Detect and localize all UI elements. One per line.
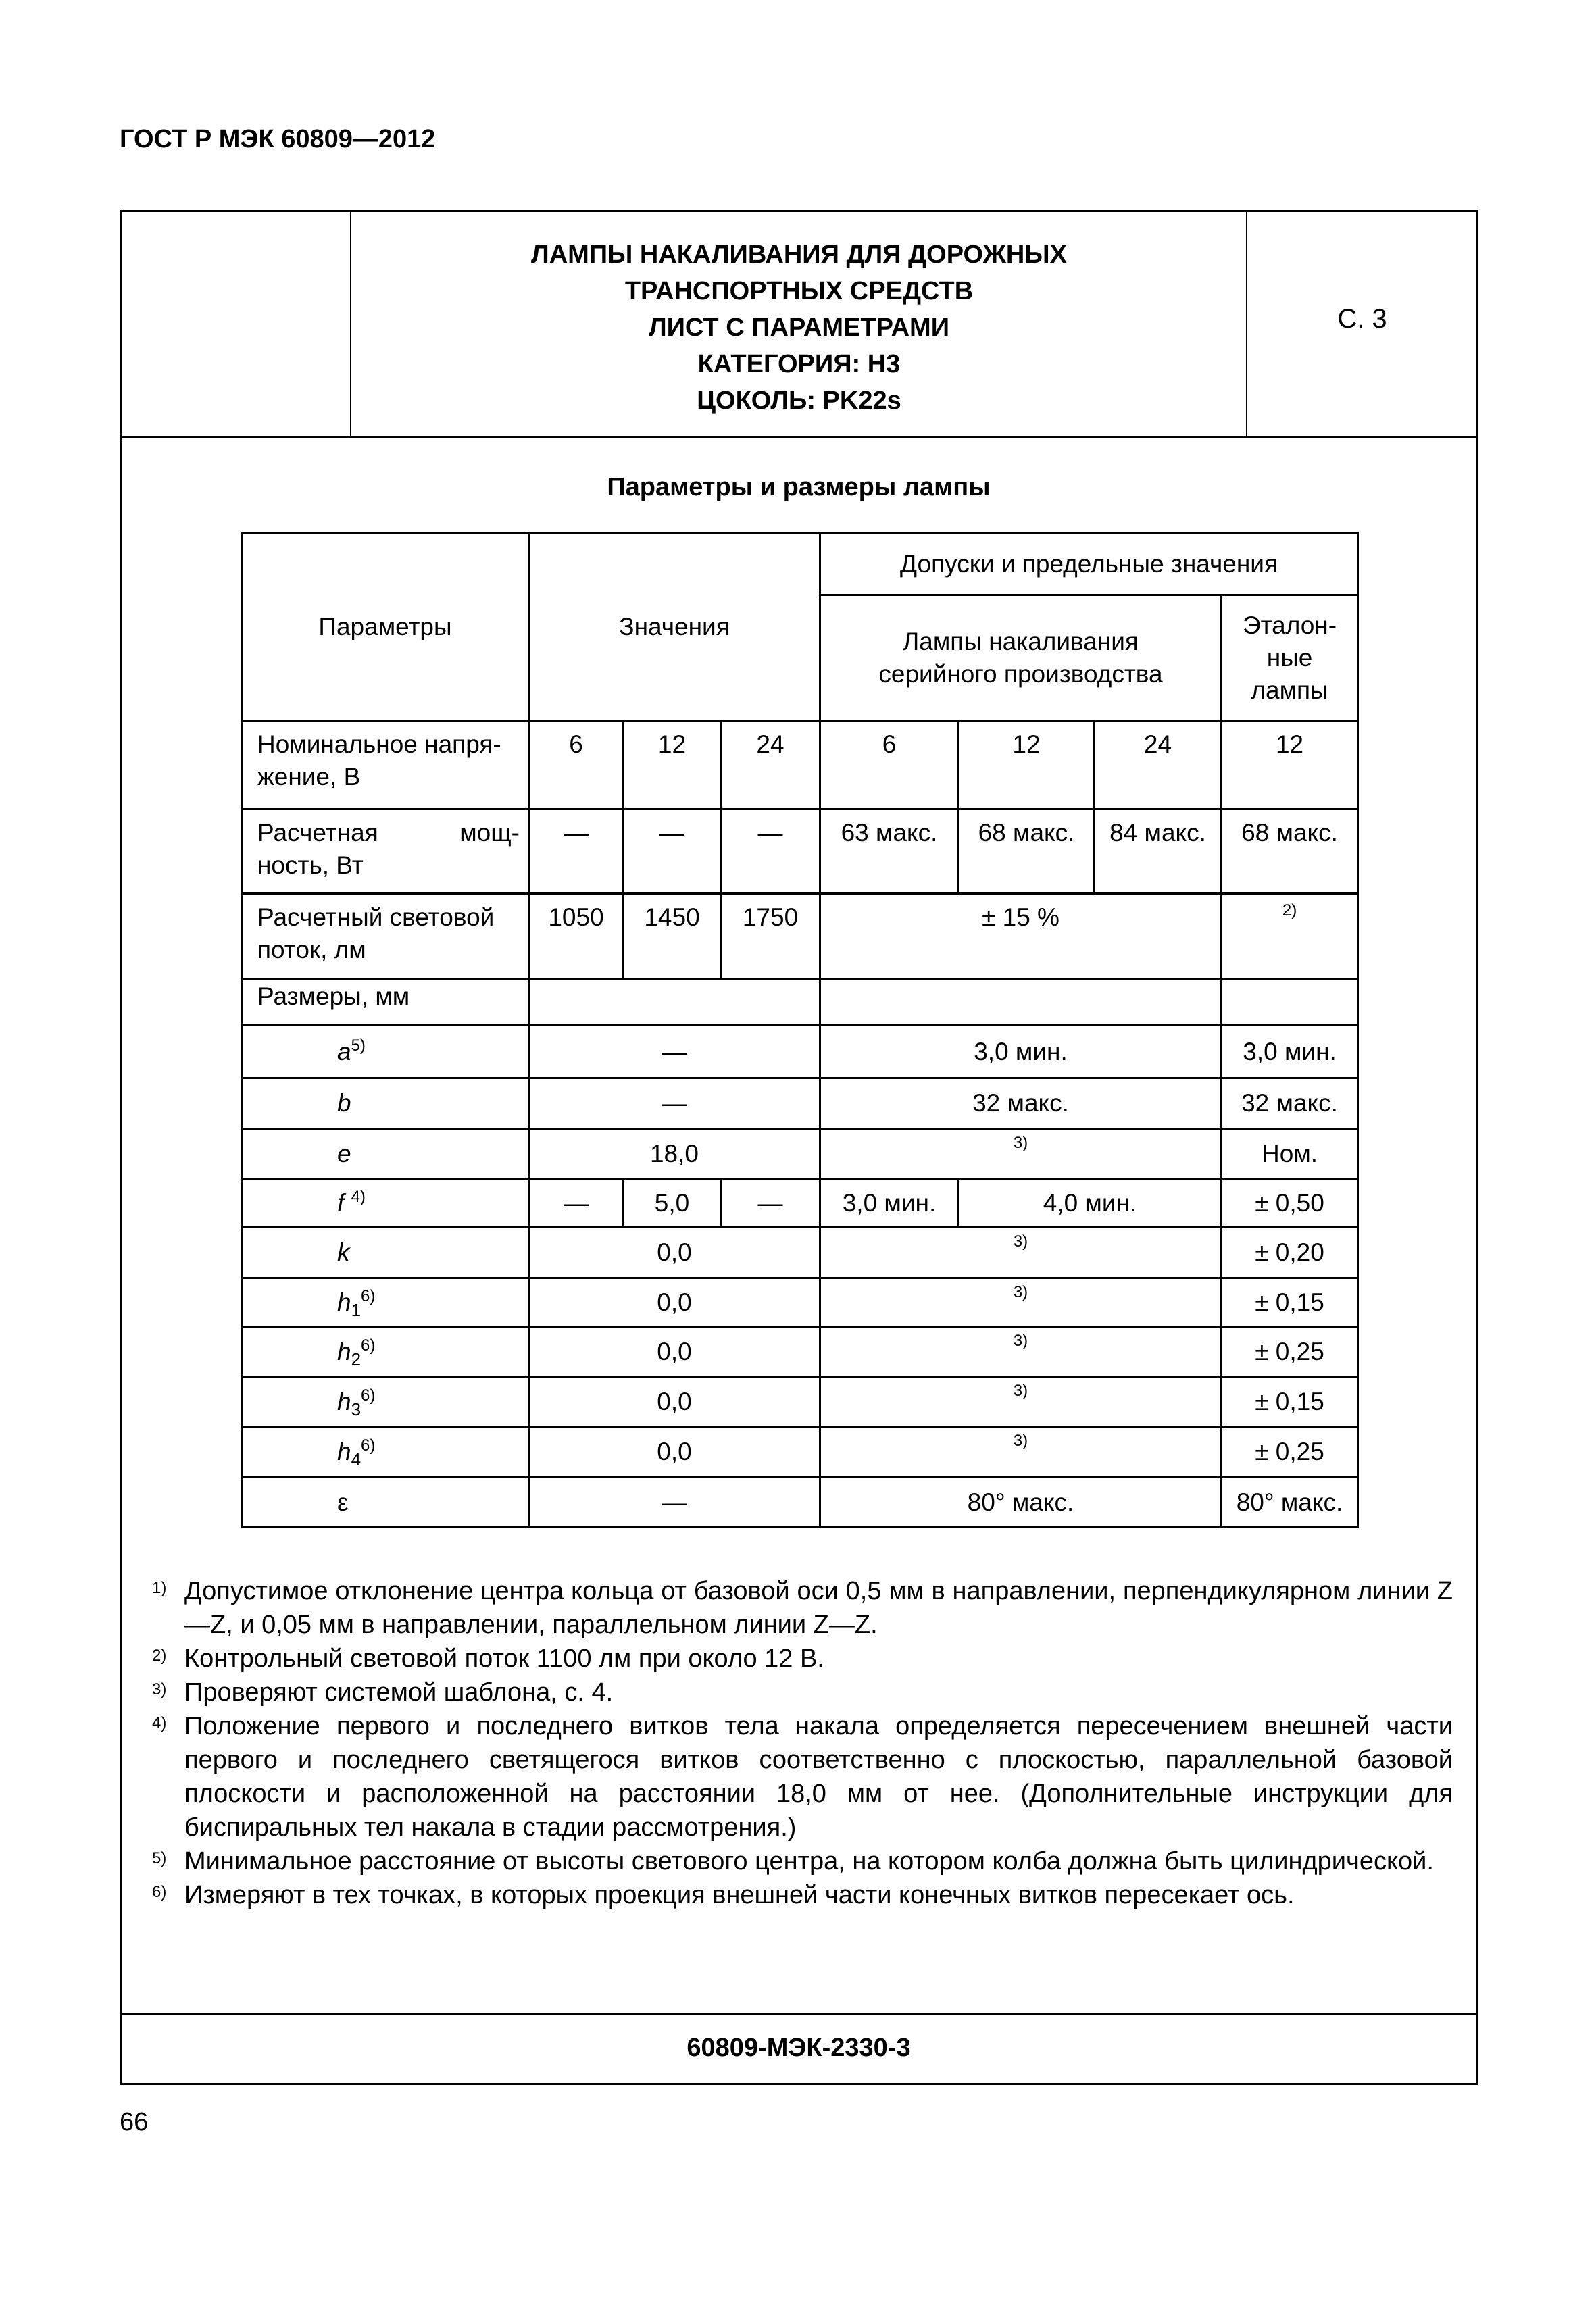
footnote-mark: 2) xyxy=(152,1646,167,1665)
cell-value: 24 xyxy=(721,721,820,809)
footnote-ref: 5) xyxy=(351,1036,366,1055)
row-symbol xyxy=(242,1179,529,1228)
cell-empty xyxy=(529,980,820,1026)
footnote-ref: 3) xyxy=(820,1278,1222,1327)
header-reference-lamps: Эталон-ные лампы xyxy=(1222,595,1358,721)
table-row-flux xyxy=(242,894,1358,980)
cell-value: 1750 xyxy=(721,894,820,980)
cell-value: — xyxy=(529,1179,624,1228)
table-row-e xyxy=(242,1129,1358,1179)
row-symbol: b xyxy=(242,1078,529,1129)
footnote-text: Допустимое отклонение центра кольца от базовой оси 0,5 мм в направлении, перпендикулярном линии Z—Z, и 0,05 мм в направлении, параллельном линии Z—Z. xyxy=(184,1577,1453,1639)
subscript: 1 xyxy=(351,1299,361,1320)
table-row-h4 xyxy=(242,1427,1358,1478)
cell-value: — xyxy=(529,1026,820,1078)
cell-value: 1050 xyxy=(529,894,624,980)
subscript: 2 xyxy=(351,1349,361,1369)
cell-serial: 12 xyxy=(959,721,1095,809)
header-serial-lamps: Лампы накаливания серийного производства xyxy=(820,595,1222,721)
cell-reference: ± 0,25 xyxy=(1222,1327,1358,1377)
cell-reference: ± 0,20 xyxy=(1222,1228,1358,1278)
footnote xyxy=(152,1709,1453,1844)
footnote-ref: 3) xyxy=(820,1228,1222,1278)
footnote-ref: 3) xyxy=(820,1327,1222,1377)
cell-value: — xyxy=(721,1179,820,1228)
symbol: h xyxy=(337,1288,351,1316)
page-number: 66 xyxy=(120,2108,149,2136)
footnote-mark: 1) xyxy=(152,1579,167,1597)
title-line: ЛИСТ С ПАРАМЕТРАМИ xyxy=(648,313,950,342)
footnote-ref: 6) xyxy=(361,1336,376,1355)
cell-serial: 63 макс. xyxy=(820,809,959,894)
title-line: ТРАНСПОРТНЫХ СРЕДСТВ xyxy=(624,277,974,305)
footnote-ref: 6) xyxy=(361,1436,376,1455)
footnote-mark: 6) xyxy=(152,1883,167,1901)
sheet-title xyxy=(351,236,1247,419)
row-symbol xyxy=(242,1278,529,1327)
cell-serial: 6 xyxy=(820,721,959,809)
cell-value: 0,0 xyxy=(529,1327,820,1377)
cell-reference: 3,0 мин. xyxy=(1222,1026,1358,1078)
row-symbol: e xyxy=(242,1129,529,1179)
cell-serial: 3,0 мин. xyxy=(820,1026,1222,1078)
table-row-dimensions xyxy=(242,980,1358,1026)
symbol: h xyxy=(337,1337,351,1365)
footnote xyxy=(152,1574,1453,1642)
row-symbol: k xyxy=(242,1228,529,1278)
footnote-mark: 5) xyxy=(152,1849,167,1867)
cell-reference: ± 0,15 xyxy=(1222,1377,1358,1427)
footnote-text: Положение первого и последнего витков тела накала определяется пересечением внешней части первого и последнего светящегося витков соответственно с плоскостью, параллельной базовой плоскости и расположенной на расстоянии 18,0 мм от нее. (Дополнительные инструкции для биспиральных тел накала в стадии рассмотрения.) xyxy=(184,1712,1453,1842)
row-symbol xyxy=(242,1026,529,1078)
cell-serial: 80° макс. xyxy=(820,1478,1222,1528)
cell-serial: 84 макс. xyxy=(1095,809,1222,894)
cell-value: — xyxy=(529,809,624,894)
footnote-ref: 6) xyxy=(361,1386,376,1405)
cell-serial: 68 макс. xyxy=(959,809,1095,894)
cell-empty xyxy=(1222,980,1358,1026)
footnote-text: Проверяют системой шаблона, с. 4. xyxy=(184,1678,614,1707)
row-symbol xyxy=(242,1377,529,1427)
table-row-h3 xyxy=(242,1377,1358,1427)
cell-value: 12 xyxy=(624,721,721,809)
row-label-line: Расчетная мощ- xyxy=(257,819,520,847)
subscript: 3 xyxy=(351,1399,361,1419)
cell-value: 0,0 xyxy=(529,1278,820,1327)
cell-value: 18,0 xyxy=(529,1129,820,1179)
footnote-text: Измеряют в тех точках, в которых проекция внешней части конечных витков пересекает ось. xyxy=(184,1881,1295,1909)
footnotes xyxy=(152,1574,1453,1912)
title-line: ЛАМПЫ НАКАЛИВАНИЯ ДЛЯ ДОРОЖНЫХ xyxy=(531,241,1067,269)
cell-serial: 3,0 мин. xyxy=(820,1179,959,1228)
table-row-h1 xyxy=(242,1278,1358,1327)
footnote xyxy=(152,1676,1453,1709)
sheet-code: 60809-МЭК-2330-3 xyxy=(687,2034,911,2062)
table-row-f xyxy=(242,1179,1358,1228)
parameters-table xyxy=(241,532,1359,1528)
row-symbol xyxy=(242,1427,529,1478)
footnote-mark: 4) xyxy=(152,1714,167,1732)
symbol: h xyxy=(337,1387,351,1415)
cell-reference: ± 0,50 xyxy=(1222,1179,1358,1228)
row-label xyxy=(242,809,529,894)
cell-reference: ± 0,15 xyxy=(1222,1278,1358,1327)
subscript: 4 xyxy=(351,1449,361,1469)
footnote-ref: 6) xyxy=(361,1286,376,1305)
cell-value: 6 xyxy=(529,721,624,809)
table-row-h2 xyxy=(242,1327,1358,1377)
row-symbol xyxy=(242,1327,529,1377)
row-label: Расчетный световой поток, лм xyxy=(242,894,529,980)
cell-value: — xyxy=(529,1478,820,1528)
document-header: ГОСТ Р МЭК 60809—2012 xyxy=(120,125,436,153)
header-bottom-rule xyxy=(120,436,1478,438)
cell-value: 1450 xyxy=(624,894,721,980)
footnote-mark: 3) xyxy=(152,1680,167,1699)
sheet-page-ref: С. 3 xyxy=(1337,304,1387,334)
footnote xyxy=(152,1642,1453,1676)
row-label-line: ность, Вт xyxy=(257,851,364,879)
symbol: h xyxy=(337,1438,351,1465)
cell-reference: Ном. xyxy=(1222,1129,1358,1179)
table-row-power xyxy=(242,809,1358,894)
cell-value: 0,0 xyxy=(529,1228,820,1278)
cell-value: — xyxy=(529,1078,820,1129)
cell-reference: 12 xyxy=(1222,721,1358,809)
row-label: Размеры, мм xyxy=(242,980,529,1026)
header-values: Значения xyxy=(529,533,820,721)
cell-value: 0,0 xyxy=(529,1427,820,1478)
table-row-k xyxy=(242,1228,1358,1278)
cell-reference: 32 макс. xyxy=(1222,1078,1358,1129)
cell-serial: 24 xyxy=(1095,721,1222,809)
section-title: Параметры и размеры лампы xyxy=(607,473,991,501)
title-line-category: КАТЕГОРИЯ: H3 xyxy=(697,350,901,378)
cell-reference: 80° макс. xyxy=(1222,1478,1358,1528)
footnote-ref: 3) xyxy=(820,1427,1222,1478)
footnote-ref: 4) xyxy=(351,1187,366,1206)
row-symbol: ε xyxy=(242,1478,529,1528)
cell-value: 5,0 xyxy=(624,1179,721,1228)
title-line-cap: ЦОКОЛЬ: PK22s xyxy=(697,386,901,415)
cell-serial: 32 макс. xyxy=(820,1078,1222,1129)
cell-empty xyxy=(820,980,1222,1026)
header-tolerances: Допуски и предельные значения xyxy=(820,533,1358,595)
footnote xyxy=(152,1878,1453,1912)
table-row-voltage xyxy=(242,721,1358,809)
footnote-text: Контрольный световой поток 1100 лм при около 12 В. xyxy=(184,1644,824,1673)
header-parameters: Параметры xyxy=(242,533,529,721)
symbol: a xyxy=(337,1037,351,1065)
footnote-ref: 3) xyxy=(820,1129,1222,1179)
footnote-text: Минимальное расстояние от высоты светового центра, на котором колба должна быть цилиндрической. xyxy=(184,1847,1434,1876)
symbol: f xyxy=(337,1188,345,1217)
cell-value: — xyxy=(624,809,721,894)
cell-value: 0,0 xyxy=(529,1377,820,1427)
cell-reference: 68 макс. xyxy=(1222,809,1358,894)
footnote-ref: 2) xyxy=(1222,894,1358,980)
footnote-ref: 3) xyxy=(820,1377,1222,1427)
footer-top-rule xyxy=(120,2013,1478,2015)
cell-serial: ± 15 % xyxy=(820,894,1222,980)
table-row-b xyxy=(242,1078,1358,1129)
row-label: Номинальное напря-жение, В xyxy=(242,721,529,809)
table-row-epsilon xyxy=(242,1478,1358,1528)
footnote xyxy=(152,1844,1453,1878)
table-row-a xyxy=(242,1026,1358,1078)
cell-serial: 4,0 мин. xyxy=(959,1179,1222,1228)
cell-reference: ± 0,25 xyxy=(1222,1427,1358,1478)
cell-value: — xyxy=(721,809,820,894)
